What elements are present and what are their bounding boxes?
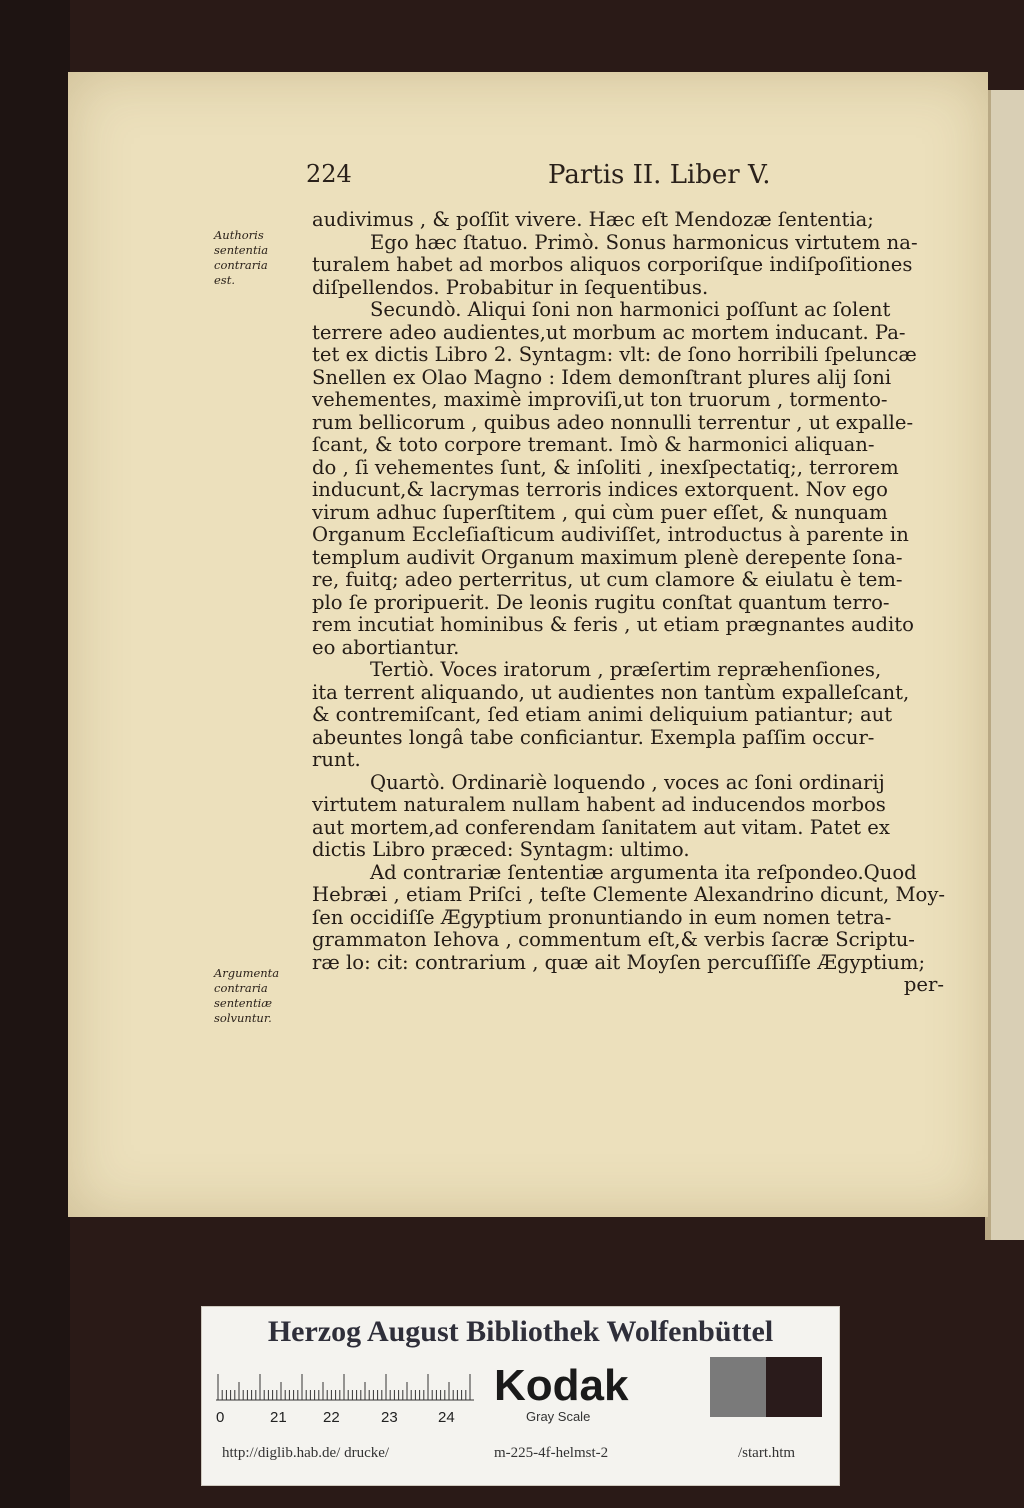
running-head: Partis II. Liber V. xyxy=(548,160,771,190)
body-text xyxy=(312,209,960,997)
text-line: ſen occidiſſe Ægyptium pronuntiando in eum nomen tetra- xyxy=(312,906,892,929)
ruler-label: 0 xyxy=(216,1409,225,1426)
next-page-edge xyxy=(985,90,1024,1240)
gray-swatch xyxy=(766,1357,822,1417)
text-line: diſpellendos. Probabitur in ſequentibus. xyxy=(312,276,709,299)
text-line: & contremiſcant, ſed etiam animi deliquium patiantur; aut xyxy=(312,704,893,726)
kodak-logo: Kodak xyxy=(494,1361,629,1410)
text-line: Secundò. Aliqui ſoni non harmonici poſſunt ac ſolent xyxy=(370,299,891,321)
text-line: inducunt,& lacrymas terroris indices extorquent. Nov ego xyxy=(312,479,888,501)
text-line: Ego hæc ſtatuo. Primò. Sonus harmonicus virtutem na- xyxy=(370,231,918,254)
text-line: eo abortiantur. xyxy=(312,636,460,659)
text-line: terrere adeo audientes,ut morbum ac mortem inducant. Pa- xyxy=(312,321,906,344)
scan-info-strip xyxy=(201,1306,840,1486)
gray-swatch xyxy=(710,1357,766,1417)
ruler-label: 21 xyxy=(270,1409,287,1426)
text-line: templum audivit Organum maximum plenè derepente ſona- xyxy=(312,546,903,569)
text-line: ſcant, & toto corpore tremant. Imò & harmonici aliquan- xyxy=(312,434,875,456)
scan-background xyxy=(0,0,70,1508)
text-line: rem incutiat hominibus & feris , ut etiam prægnantes audito xyxy=(312,614,914,636)
ruler-label: 23 xyxy=(381,1409,398,1426)
ruler-scale xyxy=(216,1363,474,1401)
ruler-label: 24 xyxy=(438,1409,455,1426)
text-line: re, fuitq; adeo perterritus, ut cum clamore & eiulatu è tem- xyxy=(312,569,903,591)
text-line: Snellen ex Olao Magno : Idem demonſtrant plures alij ſoni xyxy=(312,366,892,389)
text-line: grammaton Iehova , commentum eſt,& verbis ſacræ Scriptu- xyxy=(312,929,915,951)
text-line: dictis Libro præced: Syntagm: ultimo. xyxy=(312,839,690,861)
library-name: Herzog August Bibliothek Wolfenbüttel xyxy=(267,1315,774,1348)
start-page-link: /start.htm xyxy=(738,1445,796,1461)
text-line: Hebræi , etiam Priſci , teſte Clemente Alexandrino dicunt, Moy- xyxy=(312,884,946,906)
text-line: aut mortem,ad conferendam ſanitatem aut vitam. Patet ex xyxy=(312,816,890,839)
text-line: tet ex dictis Libro 2. Syntagm: vlt: de ſono horribili ſpeluncæ xyxy=(312,344,917,366)
text-line: turalem habet ad morbos aliquos corporiſque indiſpoſitiones xyxy=(312,254,913,276)
text-line: ræ lo: cit: contrarium , quæ ait Moyſen percuſſiſſe Ægyptium; xyxy=(312,951,926,974)
page-number: 224 xyxy=(306,160,352,188)
text-line: ita terrent aliquando, ut audientes non tantùm expalleſcant, xyxy=(312,681,910,704)
margin-note: Authoris sententia contraria est. xyxy=(214,228,269,287)
text-line: runt. xyxy=(312,749,361,771)
text-line: abeuntes longâ tabe conficiantur. Exempla paſſim occur- xyxy=(312,726,875,749)
text-line: vehementes, maximè improviſi,ut ton truorum , tormento- xyxy=(312,389,888,411)
text-line: Organum Eccleſiaſticum audiviſſet, introductus à parente in xyxy=(312,524,909,546)
digital-library-url: http://diglib.hab.de/ drucke/ xyxy=(222,1445,390,1461)
text-line: do , ſi vehementes ſunt, & inſoliti , inexſpectatiq;, terrorem xyxy=(312,456,899,479)
ruler-label: 22 xyxy=(323,1409,340,1426)
text-line: audivimus , & poſſit vivere. Hæc eſt Mendozæ ſententia; xyxy=(312,209,874,231)
gray-scale-label: Gray Scale xyxy=(526,1409,591,1424)
text-line: Quartò. Ordinariè loquendo , voces ac ſoni ordinarij xyxy=(370,771,885,794)
margin-note: Argumenta contraria sententiæ solvuntur. xyxy=(214,966,280,1025)
text-line: virum adhuc ſuperſtitem , qui cùm puer eſſet, & nunquam xyxy=(312,501,888,524)
text-line: per- xyxy=(903,974,944,996)
text-line: virtutem naturalem nullam habent ad inducendos morbos xyxy=(312,794,886,816)
text-line: rum bellicorum , quibus adeo nonnulli terrentur , ut expalle- xyxy=(312,411,914,434)
text-line: plo ſe proripuerit. De leonis rugitu conſtat quantum terro- xyxy=(312,591,890,614)
text-line: Tertiò. Voces iratorum , præſertim repræhenſiones, xyxy=(370,659,882,681)
text-line: Ad contrariæ ſententiæ argumenta ita reſpondeo.Quod xyxy=(370,861,917,884)
shelfmark: m-225-4f-helmst-2 xyxy=(494,1445,609,1461)
